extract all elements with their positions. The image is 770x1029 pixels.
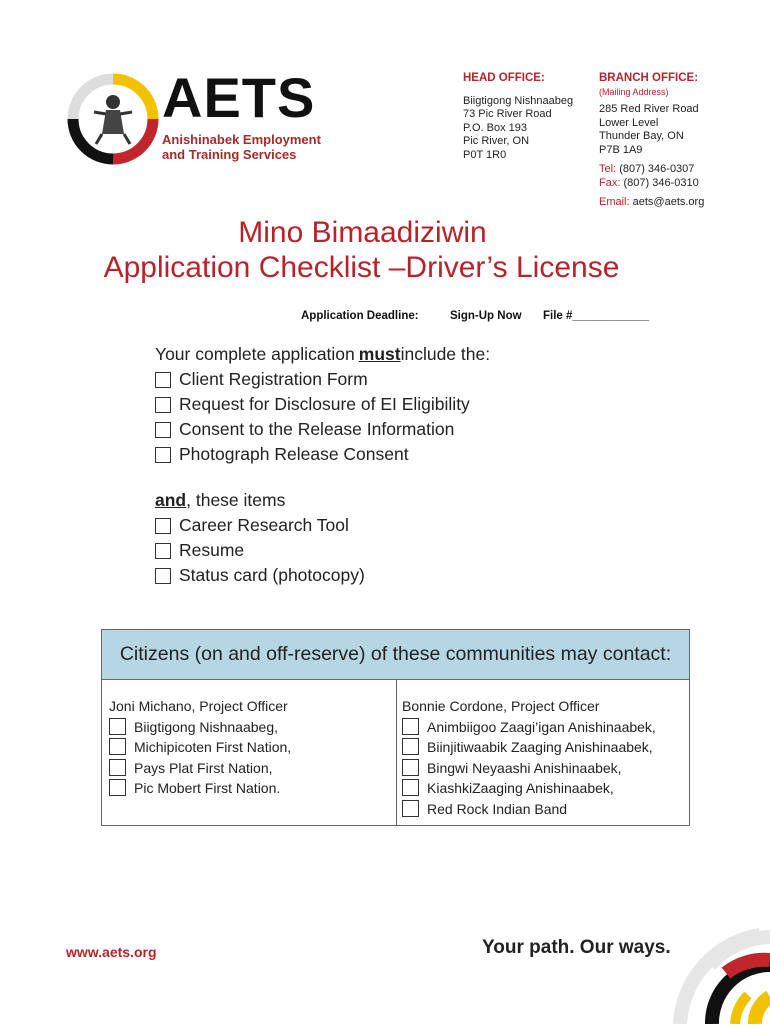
checkbox[interactable] [109, 718, 126, 735]
community-label: Biigtigong Nishnaabeg, [134, 718, 278, 735]
address-line: Biigtigong Nishnaabeg [463, 94, 574, 107]
community-label: KiashkiZaaging Anishinaabek, [427, 780, 614, 796]
checkbox[interactable] [155, 543, 171, 559]
contact-column-left [109, 696, 291, 799]
checkbox[interactable] [402, 779, 419, 796]
logo-subtitle-line1: Anishinabek Employment [162, 132, 321, 147]
community-label: Bingwi Neyaashi Anishinaabek, [427, 759, 622, 776]
deadline-label: Application Deadline: [301, 310, 419, 322]
checkbox[interactable] [109, 779, 126, 796]
head-office-heading: HEAD OFFICE: [463, 72, 545, 84]
checkbox[interactable] [155, 518, 171, 534]
community-item[interactable] [109, 737, 291, 758]
and-emphasis: and [155, 490, 187, 510]
checklist-item-label: Career Research Tool [179, 515, 349, 535]
community-item[interactable] [402, 758, 656, 779]
checkbox[interactable] [109, 759, 126, 776]
email-label: Email: [599, 196, 630, 208]
checklist-item[interactable] [155, 538, 365, 563]
tel-number: (807) 346-0307 [619, 163, 695, 175]
aets-logo-icon [66, 72, 160, 166]
community-item[interactable] [109, 778, 291, 799]
address-line: 73 Pic River Road [463, 108, 552, 120]
community-item[interactable] [109, 717, 291, 738]
checkbox[interactable] [155, 422, 171, 438]
project-officer-name: Bonnie Cordone, Project Officer [402, 698, 600, 714]
checklist-item-label: Status card (photocopy) [179, 565, 365, 585]
logo-subtitle [162, 132, 321, 162]
medicine-wheel-arc-icon [660, 915, 770, 1024]
checkbox[interactable] [155, 447, 171, 463]
checkbox[interactable] [402, 800, 419, 817]
deadline-value: Sign-Up Now [450, 310, 522, 322]
checklist-intro [155, 342, 490, 367]
intro-text: Your complete application [155, 344, 355, 364]
checklist-item[interactable] [155, 392, 490, 417]
checklist-item-label: Client Registration Form [179, 369, 368, 389]
fax-label: Fax: [599, 176, 621, 189]
document-title-line1: Mino Bimaadiziwin [238, 216, 487, 249]
checkbox[interactable] [155, 372, 171, 388]
contacts-table-heading: Citizens (on and off-reserve) of these communities may contact: [102, 630, 689, 680]
additional-items-intro [155, 488, 365, 513]
footer-tagline: Your path. Our ways. [482, 937, 671, 958]
email [599, 196, 704, 210]
must-emphasis: must [358, 344, 401, 364]
address-line: Pic River, ON [463, 135, 530, 147]
checklist-item[interactable] [155, 367, 490, 392]
checklist-item-label: Photograph Release Consent [179, 444, 409, 464]
column-divider [396, 679, 397, 826]
address-line: Lower Level [599, 116, 659, 129]
checkbox[interactable] [402, 759, 419, 776]
checklist-item-label: Request for Disclosure of EI Eligibility [179, 394, 470, 414]
additional-intro-text: , these items [186, 490, 286, 510]
checkbox[interactable] [155, 568, 171, 584]
branch-office-heading: BRANCH OFFICE: [599, 72, 699, 84]
fax-number: (807) 346-0310 [623, 176, 699, 189]
community-item[interactable] [402, 717, 656, 738]
community-label: Biinjitiwaabik Zaaging Anishinaabek, [427, 739, 653, 755]
mailing-address-note: (Mailing Address) [599, 86, 669, 97]
community-item[interactable] [402, 737, 656, 758]
contacts-table [101, 629, 690, 826]
community-label: Michipicoten First Nation, [134, 739, 292, 755]
file-number-field: File #____________ [543, 310, 650, 322]
checkbox[interactable] [402, 718, 419, 735]
address-line: P7B 1A9 [599, 143, 643, 156]
project-officer-name: Joni Michano, Project Officer [109, 698, 288, 714]
head-office-address [463, 72, 573, 162]
community-label: Red Rock Indian Band [427, 800, 568, 817]
checkbox[interactable] [155, 397, 171, 413]
address-line: P.O. Box 193 [463, 121, 528, 134]
community-label: Pays Plat First Nation, [134, 759, 273, 776]
email-address[interactable]: aets@aets.org [632, 196, 705, 208]
community-item[interactable] [109, 758, 291, 779]
community-item[interactable] [402, 778, 656, 799]
checklist-item-label: Resume [179, 540, 245, 560]
fax [599, 177, 704, 191]
tel-label: Tel: [599, 163, 617, 175]
address-line: Thunder Bay, ON [599, 130, 684, 142]
logo-wordmark: AETS [162, 66, 316, 129]
telephone [599, 163, 704, 177]
checkbox[interactable] [109, 738, 126, 755]
community-label: Pic Mobert First Nation. [134, 780, 281, 796]
community-item[interactable] [402, 799, 656, 820]
checklist-item[interactable] [155, 417, 490, 442]
contact-column-right [402, 696, 656, 819]
checklist-item-label: Consent to the Release Information [179, 419, 455, 439]
intro-text-end: include the: [400, 344, 491, 364]
additional-items-section [155, 488, 365, 588]
community-label: Animbiigoo Zaagi’igan Anishinaabek, [427, 718, 656, 735]
address-line: P0T 1R0 [463, 148, 507, 161]
required-documents-section [155, 342, 490, 467]
checklist-item[interactable] [155, 563, 365, 588]
address-line: 285 Red River Road [599, 103, 699, 115]
checklist-item[interactable] [155, 442, 490, 467]
branch-office-address [599, 72, 704, 210]
document-title-line2: Application Checklist –Driver’s License [103, 251, 620, 284]
footer-website-link[interactable]: www.aets.org [66, 944, 157, 960]
checkbox[interactable] [402, 738, 419, 755]
checklist-item[interactable] [155, 513, 365, 538]
logo-subtitle-line2: and Training Services [162, 147, 297, 162]
